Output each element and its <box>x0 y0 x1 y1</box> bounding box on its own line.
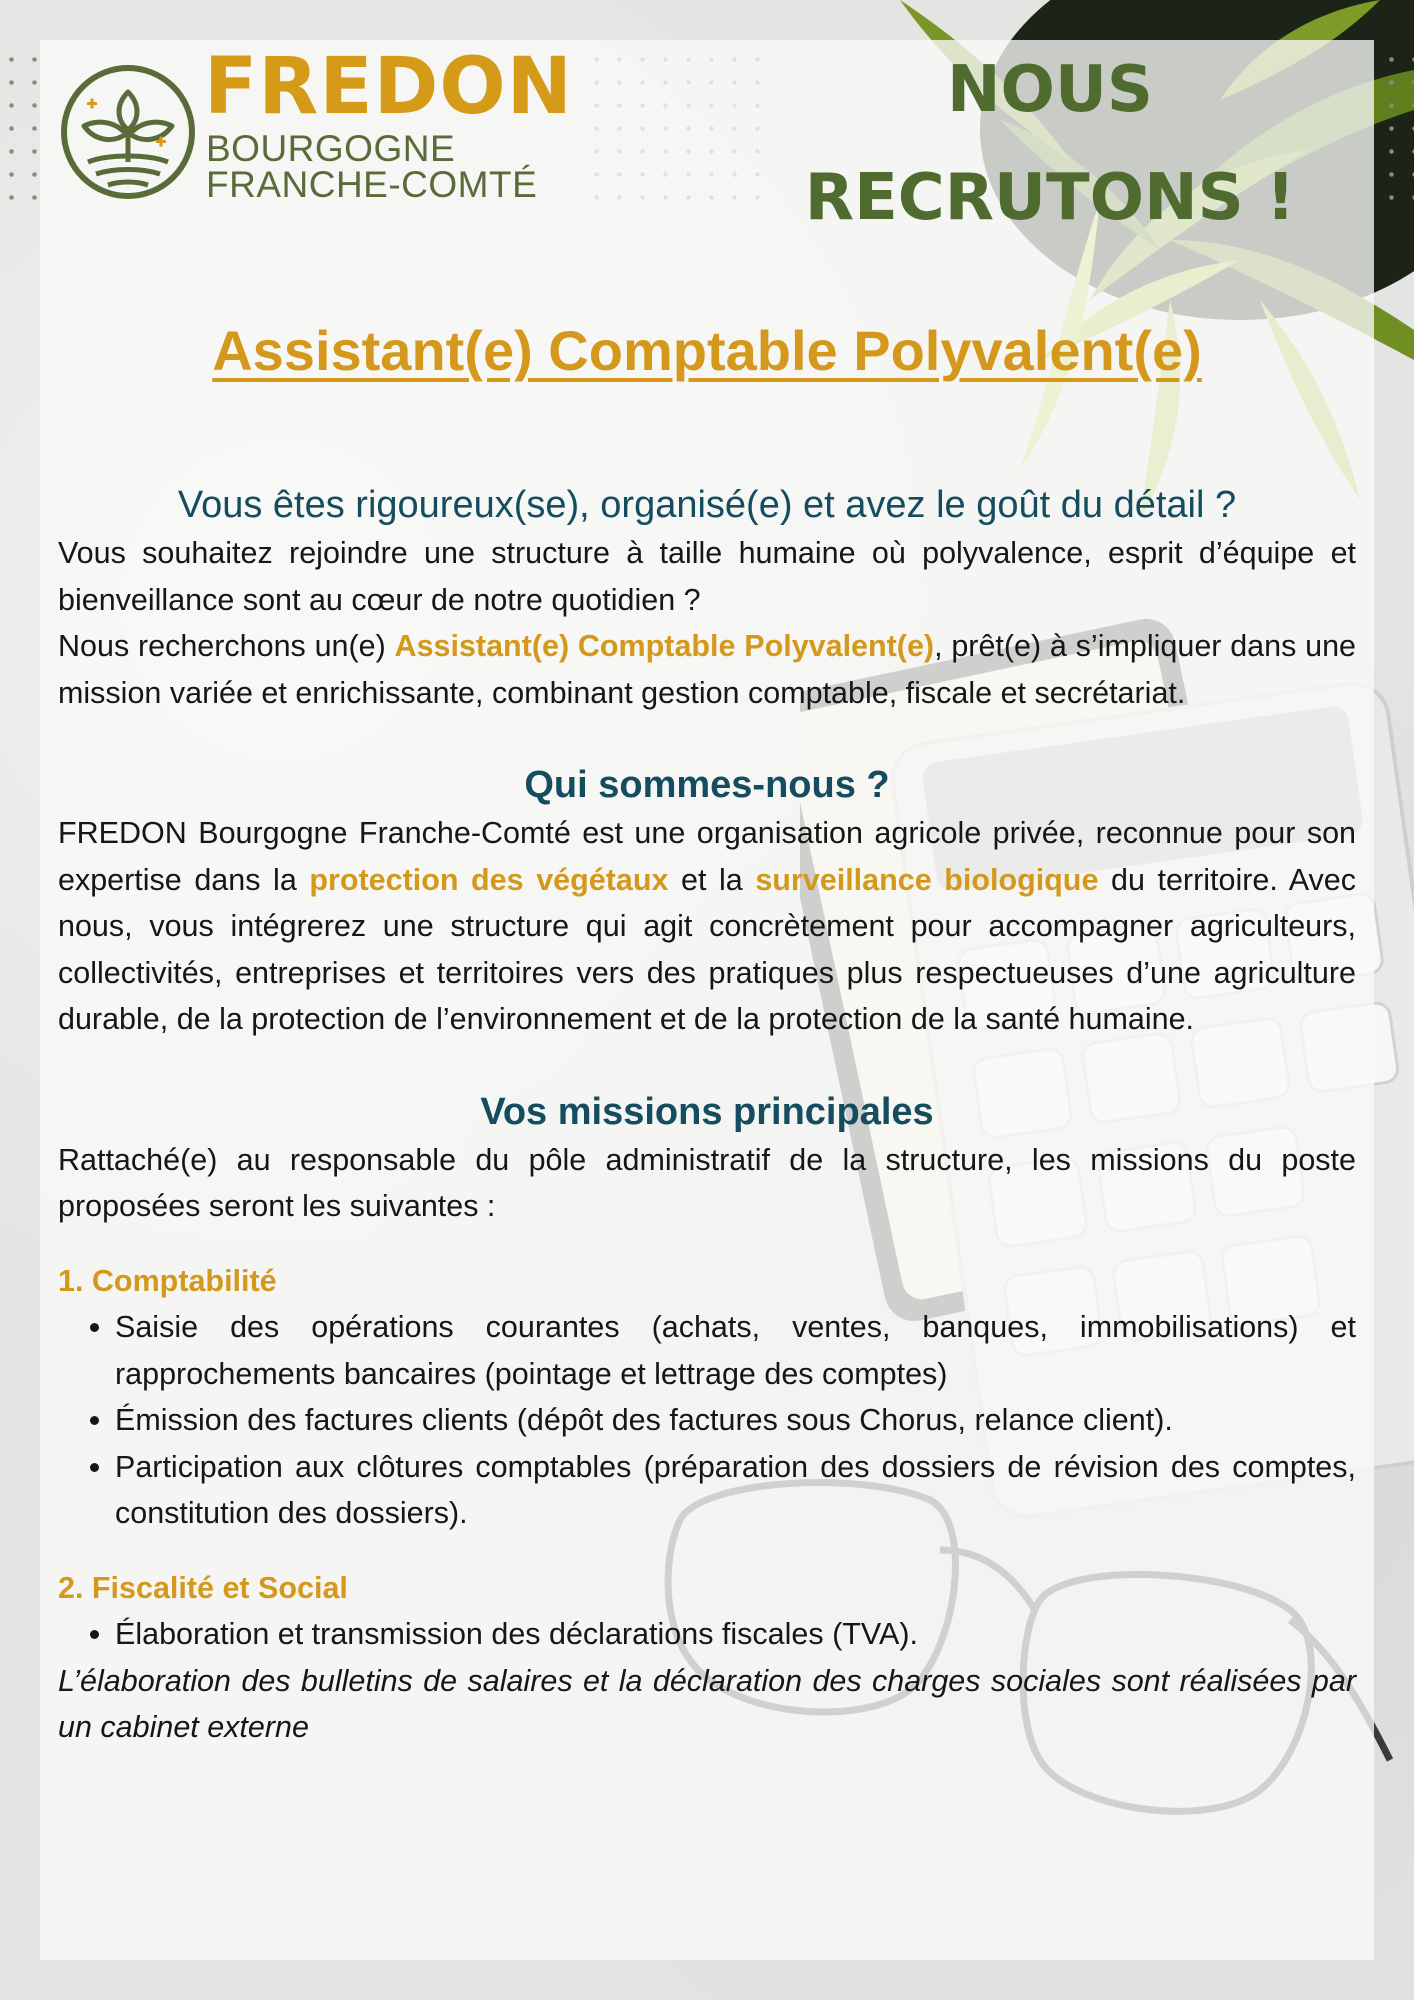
recruiting-line-1: NOUS <box>946 53 1154 127</box>
list-item: • Élaboration et transmission des déclarations fiscales (TVA). <box>115 1611 1356 1658</box>
list-item: • Participation aux clôtures comptables (préparation des dossiers de révision des comptes, constitution des dossiers). <box>115 1444 1356 1537</box>
about-paragraph <box>58 810 1356 1043</box>
fiscalite-note: L’élaboration des bulletins de salaires et la déclaration des charges sociales sont réalisées par un cabinet externe <box>58 1663 1356 1744</box>
intro-p2-highlight: Assistant(e) Comptable Polyvalent(e) <box>394 629 935 663</box>
logo-region-line1: BOURGOGNE <box>206 128 456 169</box>
intro-paragraph-1: Vous souhaitez rejoindre une structure à taille humaine où polyvalence, esprit d’équipe et bienveillance sont au cœur de notre quotidien ? <box>58 536 1356 617</box>
logo-brand-name: FREDON <box>204 42 573 132</box>
missions-heading: Vos missions principales <box>480 1090 934 1133</box>
list-item: • Saisie des opérations courantes (achats, ventes, banques, immobilisations) et rapprochements bancaires (pointage et lettrage des comptes) <box>115 1304 1356 1397</box>
about-heading: Qui sommes-nous ? <box>524 764 890 806</box>
dot-pattern-right <box>1380 48 1414 218</box>
section-fiscalite-title: 2. Fiscalité et Social <box>58 1570 348 1605</box>
about-text-2: et la <box>668 862 756 897</box>
missions-intro: Rattaché(e) au responsable du pôle administratif de la structure, les missions du poste proposées seront les suivantes : <box>58 1142 1356 1223</box>
intro-p2-after: , prêt(e) à s’impliquer dans une mission variée et enrichissante, combinant gestion comptable, fiscale et secrétariat. <box>58 629 1356 710</box>
intro-p2-before: Nous recherchons un(e) <box>58 629 395 663</box>
plant-logo-icon <box>58 62 198 202</box>
fiscalite-list <box>58 1611 1356 1658</box>
about-text-1: FREDON Bourgogne Franche-Comté est une organisation agricole privée, reconnue pour son expertise dans la <box>58 816 1356 897</box>
comptabilite-list <box>58 1304 1356 1537</box>
about-highlight-2: surveillance biologique <box>755 862 1099 897</box>
recruiting-line-2: RECRUTONS ! <box>804 161 1296 235</box>
main-content <box>58 480 1356 1751</box>
logo-region-line2: FRANCHE-COMTÉ <box>206 164 538 205</box>
intro-heading: Vous êtes rigoureux(se), organisé(e) et avez le goût du détail ? <box>177 484 1237 526</box>
list-item: • Émission des factures clients (dépôt des factures sous Chorus, relance client). <box>115 1397 1356 1444</box>
about-highlight-1: protection des végétaux <box>309 862 669 897</box>
section-comptabilite-title: 1. Comptabilité <box>58 1263 277 1298</box>
fredon-logo <box>58 42 578 212</box>
intro-paragraph-2 <box>58 623 1356 716</box>
about-text-3: du territoire. Avec nous, vous intégrerez une structure qui agit concrètement pour accompagner agriculteurs, collectivités, entreprises et territoires vers des pratiques plus respectueuses d’une agriculture durable, de la protection de l’environnement et de la protection de la santé humaine. <box>58 862 1356 1036</box>
recruiting-headline <box>790 36 1310 252</box>
job-title: Assistant(e) Comptable Polyvalent(e) <box>212 319 1202 382</box>
